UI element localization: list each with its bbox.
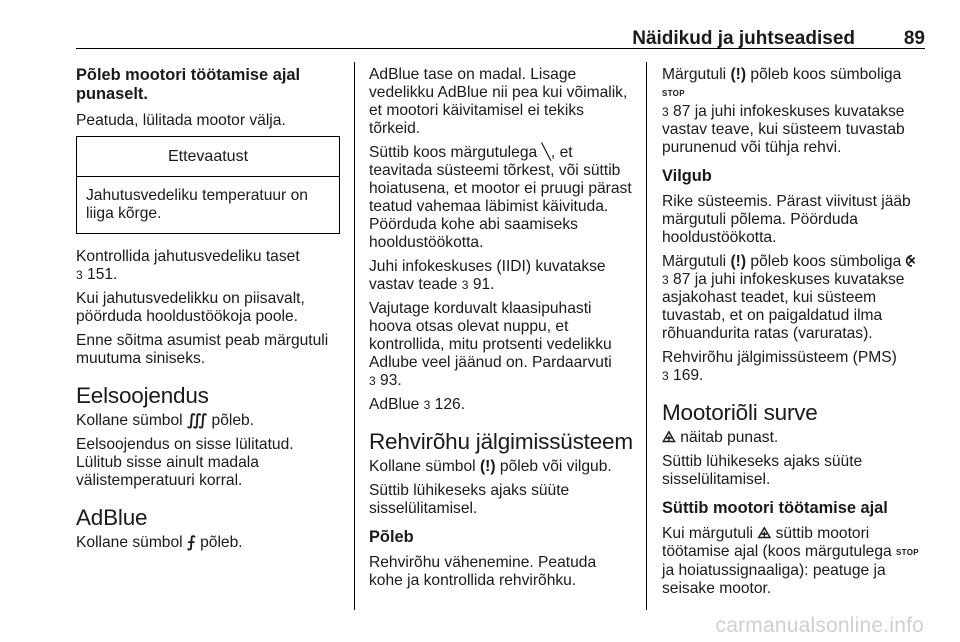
paragraph: Süttib lühikeseks ajaks süüte sisselülitamisel. xyxy=(662,453,863,488)
paragraph: Rehvirõhu vähenemine. Peatuda kohe ja kontrollida rehvirõhku. xyxy=(369,554,597,589)
column-1 xyxy=(76,66,340,558)
oil-can-icon: ⨹ xyxy=(757,525,772,542)
ref-arrow-icon: 3 xyxy=(662,105,669,119)
column-3 xyxy=(662,66,926,604)
paragraph: Kollane sümbol ⨍ põleb. xyxy=(76,534,243,551)
service-vehicle-icon: ⨴ xyxy=(905,253,917,270)
tire-pressure-icon: (!) xyxy=(730,66,747,83)
page-ref[interactable]: 151. xyxy=(87,266,118,283)
ref-arrow-icon: 3 xyxy=(662,369,669,383)
section-subheading: Põleb mootori töötamise ajal punaselt. xyxy=(76,66,301,103)
ref-arrow-icon: 3 xyxy=(369,374,376,388)
paragraph: Vajutage korduvalt klaasipuhasti hoova otsas olevat nuppu, et kontrollida, mitu protsenti vedelikku Adlube veel jäänud on. Pardaarvuti 3 93. xyxy=(369,300,612,389)
paragraph: Rehvirõhu jälgimissüsteem (PMS) 3 169. xyxy=(662,349,897,384)
section-heading-tire-pressure: Rehvirõhu jälgimissüsteem xyxy=(369,429,633,454)
page-header xyxy=(76,0,925,49)
paragraph: Kollane sümbol ∭ põleb. xyxy=(76,412,255,429)
page-ref[interactable]: 126. xyxy=(434,396,466,413)
page-ref[interactable]: 91. xyxy=(472,276,495,293)
paragraph: Süttib koos märgutulega ╲, et teavitada süsteemi tõrkest, või süttib hoiatusena, et mootor ei pruugi pärast teatud vahemaa läbimist käivituda. Pöörduda kohe abi saamiseks hooldustöökotta. xyxy=(369,144,632,251)
paragraph: Peatuda, lülitada mootor välja. xyxy=(76,112,286,129)
subheading-oil-running: Süttib mootori töötamise ajal xyxy=(662,499,888,517)
tire-pressure-icon: (!) xyxy=(479,458,496,475)
paragraph: Märgutuli (!) põleb koos sümboliga ⨴ 3 87 ja juhi infokeskuses kuvatakse asjakohast teadet, kui süsteem tuvastab, et on paigaldatud ilma rõhuandurita ratas (varuratas). xyxy=(662,253,917,342)
paragraph: AdBlue tase on madal. Lisage vedelikku AdBlue nii pea kui võimalik, et mootori käivitamisel ei tekiks tõrkeid. xyxy=(369,66,628,137)
page-title: Näidikud ja juhtseadised xyxy=(632,28,855,49)
page-ref[interactable]: 169. xyxy=(673,367,704,384)
adblue-icon: ⨍ xyxy=(186,534,196,551)
subheading-vilgub: Vilgub xyxy=(662,167,712,185)
paragraph: Juhi infokeskuses (IIDI) kuvatakse vastav teade 3 91. xyxy=(369,258,606,293)
paragraph: Kontrollida jahutusvedeliku taset 3 151. xyxy=(76,248,300,283)
caution-box xyxy=(76,136,340,234)
caution-body: Jahutusvedeliku temperatuur on liiga kõrge. xyxy=(86,187,308,222)
stop-icon: STOP xyxy=(896,548,919,557)
paragraph: Eelsoojendus on sisse lülitatud. Lülitub sisse ainult madala välistemperatuuri korral. xyxy=(76,436,294,489)
ref-arrow-icon: 3 xyxy=(461,278,469,292)
subheading-poleb: Põleb xyxy=(369,528,414,546)
section-heading-eelsoojendus: Eelsoojendus xyxy=(76,383,209,408)
column-divider xyxy=(354,62,355,610)
ref-arrow-icon: 3 xyxy=(423,398,431,412)
paragraph: Rike süsteemis. Pärast viivitust jääb märgutuli põlema. Pöörduda hooldustöökotta. xyxy=(662,193,911,246)
paragraph: ⨹ näitab punast. xyxy=(662,429,779,446)
paragraph: Kollane sümbol (!) põleb või vilgub. xyxy=(369,458,612,475)
section-heading-oil-pressure: Mootoriõli surve xyxy=(662,400,818,425)
paragraph: Süttib lühikeseks ajaks süüte sisselülitamisel. xyxy=(369,482,570,517)
ref-arrow-icon: 3 xyxy=(662,273,669,287)
section-heading-adblue: AdBlue xyxy=(76,505,148,530)
paragraph: Märgutuli (!) põleb koos sümboliga STOP 3 87 ja juhi infokeskuses kuvatakse vastav teave, kui süsteem tuvastab purunenud või tühja rehvi. xyxy=(662,66,905,156)
paragraph: Kui märgutuli ⨹ süttib mootori töötamise ajal (koos märgutulega STOP ja hoiatussignaaliga): peatuge ja seisake mootor. xyxy=(662,525,919,597)
watermark: carmanualsonline.info xyxy=(715,614,924,637)
column-2 xyxy=(369,66,633,596)
glow-plug-icon: ∭ xyxy=(186,412,208,429)
engine-warning-icon: ╲ xyxy=(541,144,551,161)
paragraph: Enne sõitma asumist peab märgutuli muutuma siniseks. xyxy=(76,332,329,367)
paragraph: AdBlue 3 126. xyxy=(369,396,466,413)
tire-pressure-icon: (!) xyxy=(730,253,747,270)
page-ref[interactable]: 93. xyxy=(380,372,402,389)
oil-can-icon: ⨹ xyxy=(662,429,676,446)
stop-icon: STOP xyxy=(662,89,685,98)
page-number: 89 xyxy=(903,28,925,49)
ref-arrow-icon: 3 xyxy=(76,268,83,282)
column-divider xyxy=(646,62,647,610)
paragraph: Kui jahutusvedelikku on piisavalt, pöörduda hooldustöökoja poole. xyxy=(76,290,305,325)
caution-title: Ettevaatust xyxy=(77,137,339,177)
